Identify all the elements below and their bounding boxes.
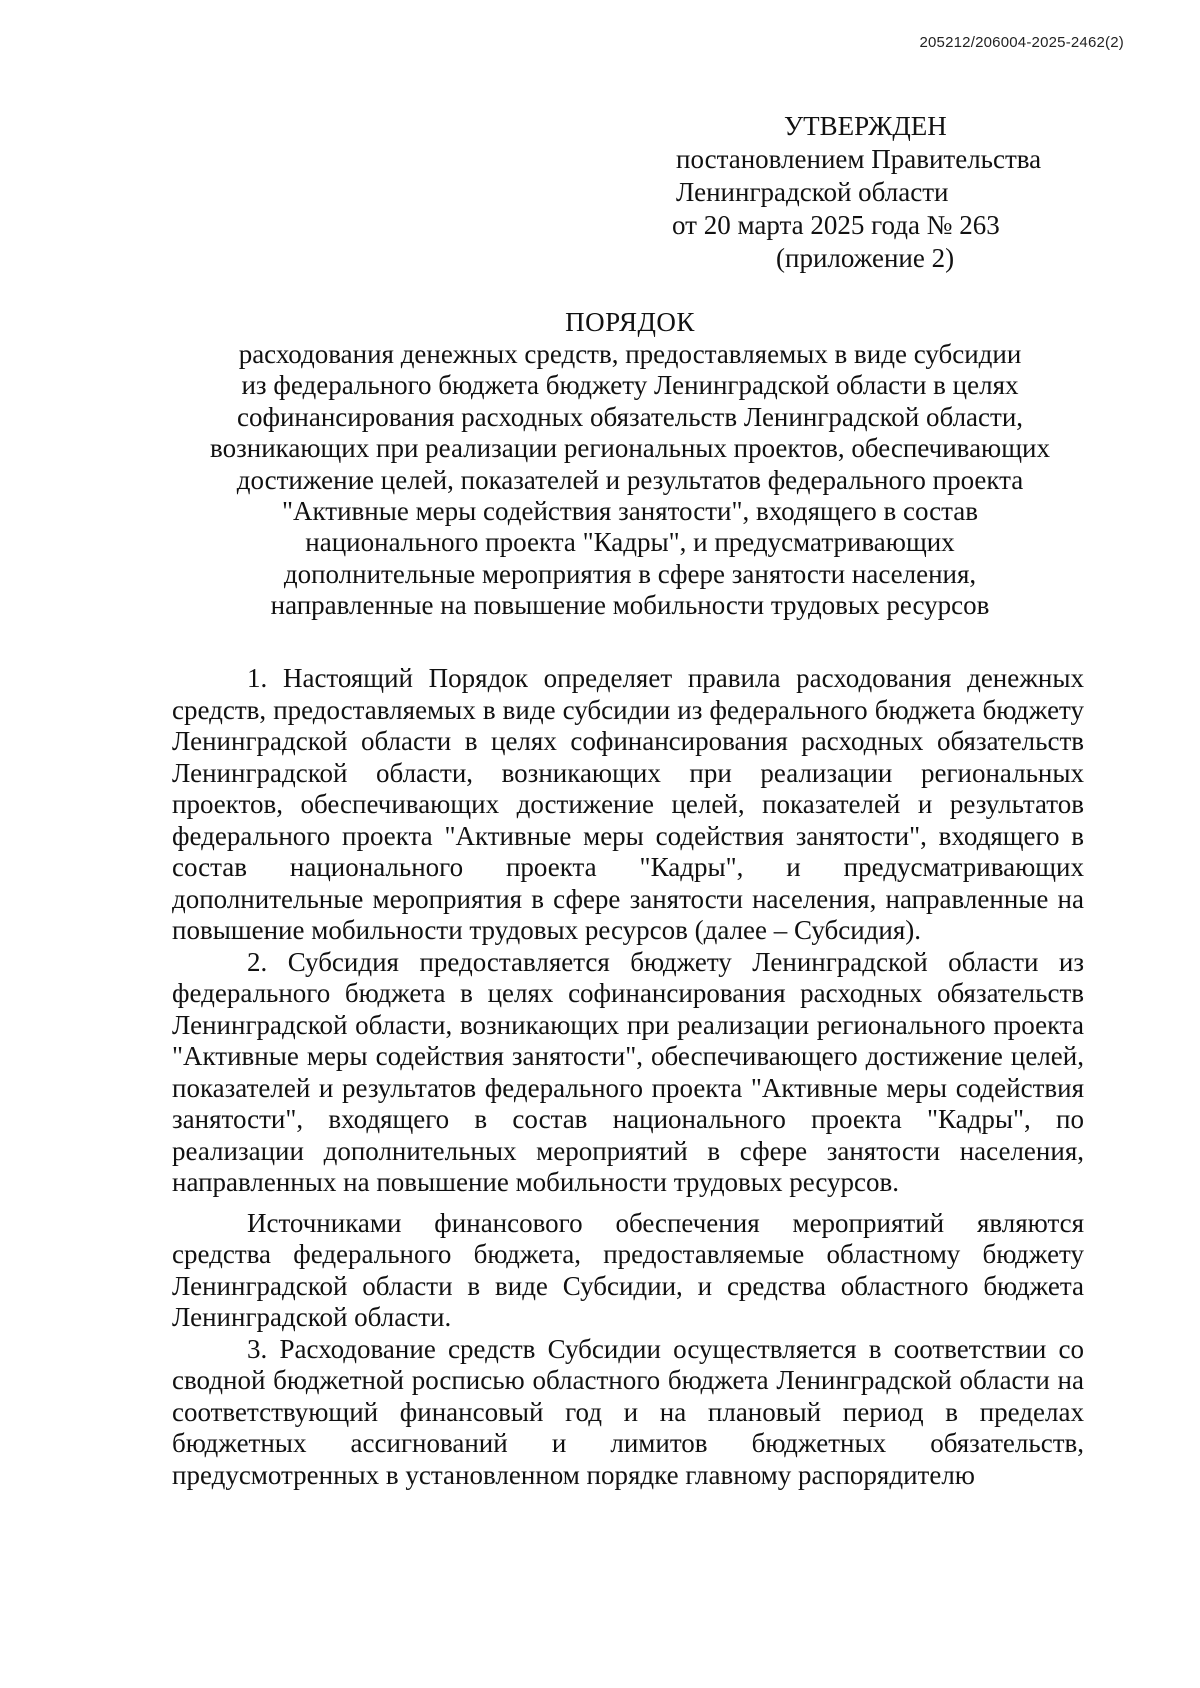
subtitle-line: возникающих при реализации региональных проектов, обеспечивающих — [210, 433, 1050, 464]
document-subtitle — [150, 339, 1110, 622]
subtitle-line: национального проекта "Кадры", и предусматривающих — [305, 527, 955, 558]
approval-line-2: Ленинградской области — [676, 177, 949, 207]
document-title-block — [150, 305, 1110, 622]
approval-line-1: постановлением Правительства — [676, 144, 1042, 174]
document-title: ПОРЯДОК — [565, 307, 695, 337]
body-paragraph-3: Источниками финансового обеспечения мероприятий являются средства федерального бюджета, предоставляемые областному бюджету Ленинградской области в виде Субсидии, и средства областного бюджета Ленинградской области. — [172, 1207, 1084, 1332]
body-paragraph-2: 2. Субсидия предоставляется бюджету Ленинградской области из федерального бюджета в целях софинансирования расходных обязательств Ленинградской области, возникающих при реализации регионального проекта "Активные меры содействия занятости", обеспечивающего достижение целей, показателей и результатов федерального проекта "Активные меры содействия занятости", входящего в состав национального проекта "Кадры", по реализации дополнительных мероприятий в сфере занятости населения, направленных на повышение мобильности трудовых ресурсов. — [172, 946, 1084, 1197]
approval-title: УТВЕРЖДЕН — [784, 111, 947, 141]
approval-stamp-block — [672, 110, 1096, 275]
subtitle-line: "Активные меры содействия занятости", входящего в состав — [281, 496, 978, 527]
document-body — [172, 663, 1084, 1491]
body-paragraph-4: 3. Расходование средств Субсидии осуществляется в соответствии со сводной бюджетной росписью областного бюджета Ленинградской области на соответствующий финансовый год и на плановый период в пределах бюджетных ассигнований и лимитов бюджетных обязательств, предусмотренных в установленном порядке главному распорядителю — [172, 1333, 1084, 1490]
subtitle-line: дополнительные мероприятия в сфере занятости населения, — [283, 558, 977, 589]
subtitle-line: достижение целей, показателей и результатов федерального проекта — [236, 464, 1024, 495]
document-registration-number: 205212/206004-2025-2462(2) — [919, 34, 1124, 51]
subtitle-line: из федерального бюджета бюджету Ленинградской области в целях — [241, 370, 1019, 401]
subtitle-line: софинансирования расходных обязательств Ленинградской области, — [236, 401, 1024, 432]
subtitle-line: направленные на повышение мобильности трудовых ресурсов — [270, 590, 990, 621]
approval-line-4: (приложение 2) — [776, 243, 955, 273]
subtitle-line: расходования денежных средств, предоставляемых в виде субсидии — [238, 339, 1022, 369]
body-paragraph-1: 1. Настоящий Порядок определяет правила расходования денежных средств, предоставляемых в виде субсидии из федерального бюджета бюджету Ленинградской области в целях софинансирования расходных обязательств Ленинградской области, возникающих при реализации региональных проектов, обеспечивающих достижение целей, показателей и результатов федерального проекта "Активные меры содействия занятости", входящего в состав национального проекта "Кадры", и предусматривающих дополнительные мероприятия в сфере занятости населения, направленные на повышение мобильности трудовых ресурсов (далее – Субсидия). — [172, 663, 1084, 945]
approval-line-3: от 20 марта 2025 года № 263 — [672, 210, 1000, 240]
